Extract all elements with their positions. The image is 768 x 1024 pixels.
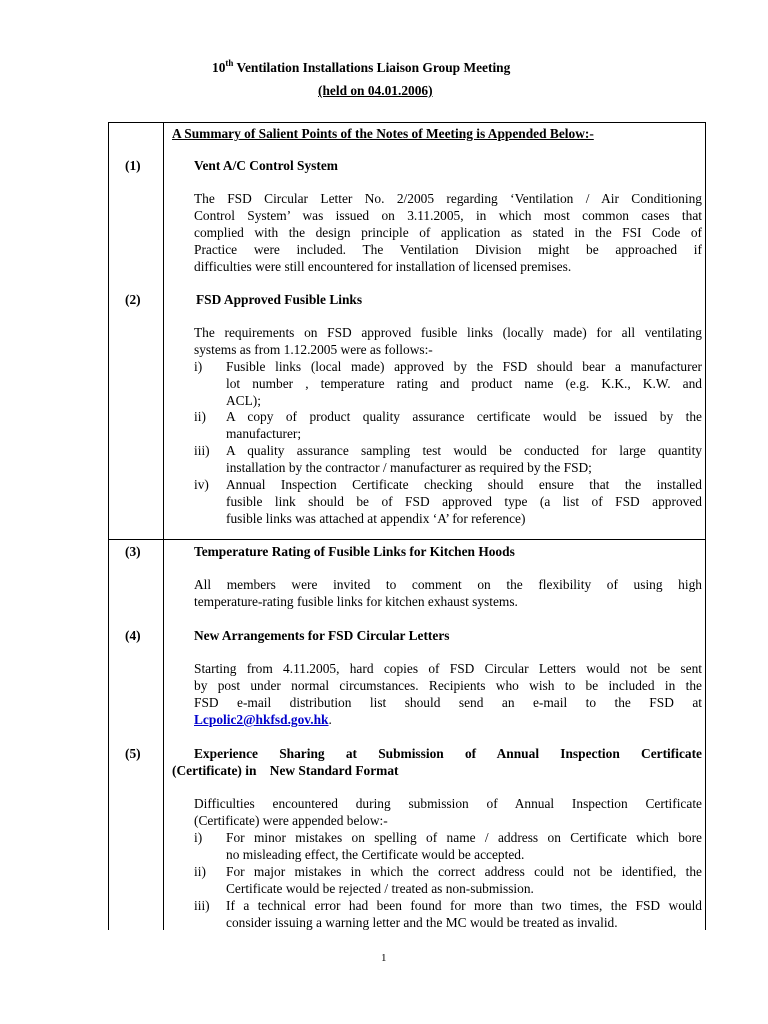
list-item-line: A quality assurance sampling test would be conducted for large quantity xyxy=(226,443,702,458)
list-item-line: For minor mistakes on spelling of name / address on Certificate which bore xyxy=(226,830,702,845)
paragraph-line: Control System’ was issued on 3.11.2005, in which most common cases that xyxy=(194,208,702,223)
paragraph-line: by post under normal circumstances. Recipients who wish to be included in the xyxy=(194,678,702,693)
paragraph-line: The FSD Circular Letter No. 2/2005 regarding ‘Ventilation / Air Conditioning xyxy=(194,191,702,206)
list-item-line: Certificate would be rejected / treated as non-submission. xyxy=(226,881,534,896)
email-link[interactable]: Lcpolic2@hkfsd.gov.hk xyxy=(194,712,329,727)
item-heading: New Arrangements for FSD Circular Letters xyxy=(194,628,450,643)
email-period: . xyxy=(328,712,332,727)
list-marker: i) xyxy=(194,359,203,374)
table-left-border xyxy=(108,122,109,930)
list-item-line: installation by the contractor / manufacturer as required by the FSD; xyxy=(226,460,592,475)
list-item-line: lot number , temperature rating and product name (e.g. K.K., K.W. and xyxy=(226,376,702,391)
item-heading: Vent A/C Control System xyxy=(194,158,338,173)
item-number: (3) xyxy=(125,544,141,559)
paragraph-line: Practice were included. The Ventilation Division might be approached if xyxy=(194,242,702,257)
list-item-line: fusible link should be of FSD approved type (a list of FSD approved xyxy=(226,494,702,509)
table-row-divider xyxy=(108,539,706,540)
page-number: 1 xyxy=(381,952,387,964)
list-item-line: Annual Inspection Certificate checking should ensure that the installed xyxy=(226,477,702,492)
paragraph-line: FSD e-mail distribution list should send an e-mail to the FSD at xyxy=(194,695,702,710)
list-item-line: A copy of product quality assurance certificate would be issued by the xyxy=(226,409,702,424)
list-item-line: If a technical error had been found for more than two times, the FSD would xyxy=(226,898,702,913)
table-top-border xyxy=(108,122,706,123)
list-item-line: fusible links was attached at appendix ‘A’ for reference) xyxy=(226,511,526,526)
item-heading: Experience Sharing at Submission of Annual Inspection Certificate xyxy=(194,746,702,761)
email-line xyxy=(194,711,332,728)
title-ordinal-suffix: th xyxy=(225,58,234,68)
paragraph-line: temperature-rating fusible links for kitchen exhaust systems. xyxy=(194,594,518,609)
table-column-divider xyxy=(163,122,164,930)
item-number: (4) xyxy=(125,628,141,643)
list-marker: iv) xyxy=(194,477,209,492)
paragraph-line: systems as from 1.12.2005 were as follows:- xyxy=(194,342,433,357)
document-title xyxy=(212,59,510,76)
list-marker: iii) xyxy=(194,898,210,913)
title-text: Ventilation Installations Liaison Group Meeting xyxy=(233,60,511,75)
item-heading-continued: (Certificate) in New Standard Format xyxy=(172,763,399,778)
paragraph-line: All members were invited to comment on the flexibility of using high xyxy=(194,577,702,592)
summary-heading: A Summary of Salient Points of the Notes of Meeting is Appended Below:- xyxy=(172,126,594,141)
paragraph-line: complied with the design principle of application as stated in the FSI Code of xyxy=(194,225,702,240)
list-marker: ii) xyxy=(194,409,206,424)
list-item-line: manufacturer; xyxy=(226,426,302,441)
item-number: (5) xyxy=(125,746,141,761)
paragraph-line: The requirements on FSD approved fusible links (locally made) for all ventilating xyxy=(194,325,702,340)
item-heading: FSD Approved Fusible Links xyxy=(196,292,363,307)
list-item-line: Fusible links (local made) approved by the FSD should bear a manufacturer xyxy=(226,359,702,374)
list-item-line: consider issuing a warning letter and the MC would be treated as invalid. xyxy=(226,915,618,930)
item-heading: Temperature Rating of Fusible Links for Kitchen Hoods xyxy=(194,544,515,559)
item-number: (1) xyxy=(125,158,141,173)
title-number: 10 xyxy=(212,60,226,75)
meeting-date: (held on 04.01.2006) xyxy=(318,83,433,98)
table-right-border xyxy=(705,122,706,930)
list-marker: i) xyxy=(194,830,203,845)
list-item-line: For major mistakes in which the correct address could not be identified, the xyxy=(226,864,702,879)
paragraph-line: (Certificate) were appended below:- xyxy=(194,813,388,828)
paragraph-line: difficulties were still encountered for installation of licensed premises. xyxy=(194,259,572,274)
list-item-line: ACL); xyxy=(226,393,261,408)
item-number: (2) xyxy=(125,292,141,307)
list-marker: iii) xyxy=(194,443,210,458)
paragraph-line: Difficulties encountered during submission of Annual Inspection Certificate xyxy=(194,796,702,811)
list-item-line: no misleading effect, the Certificate would be accepted. xyxy=(226,847,525,862)
paragraph-line: Starting from 4.11.2005, hard copies of FSD Circular Letters would not be sent xyxy=(194,661,702,676)
list-marker: ii) xyxy=(194,864,206,879)
